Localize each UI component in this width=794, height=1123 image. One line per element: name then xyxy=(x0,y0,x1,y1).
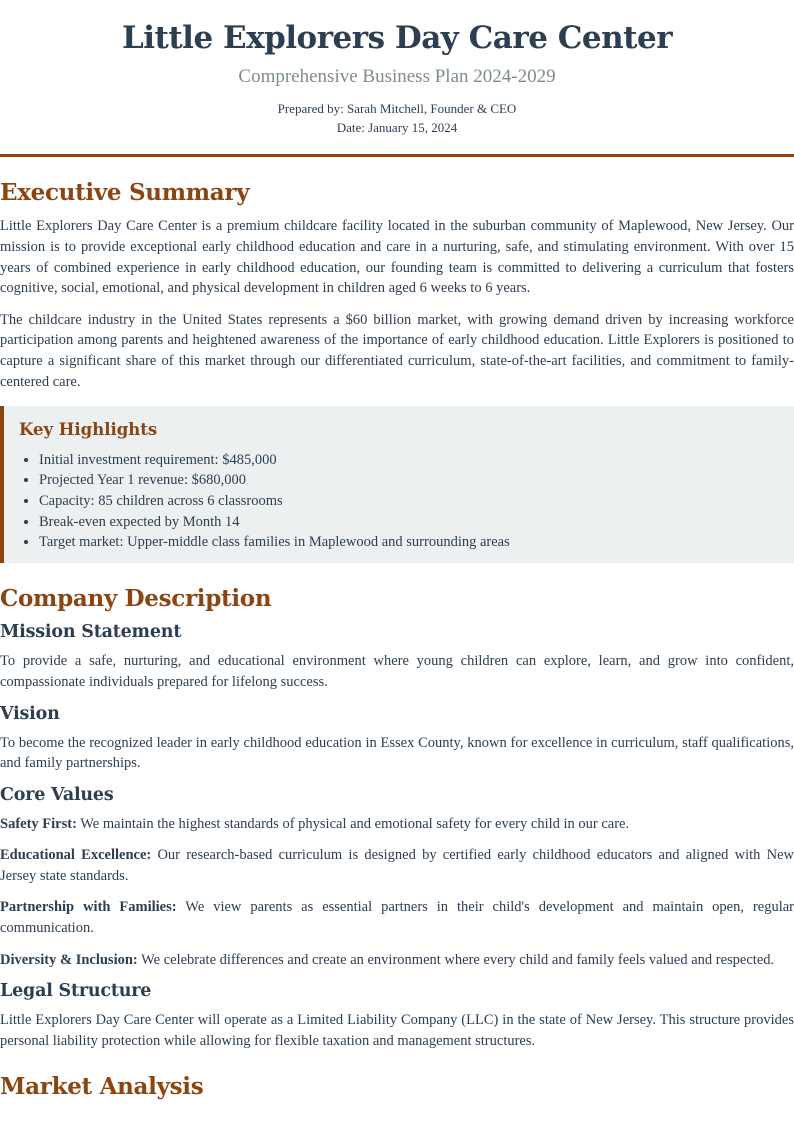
prepared-by: Prepared by: Sarah Mitchell, Founder & CEO xyxy=(277,100,517,116)
highlight-item: • Capacity: 85 children across 6 classrooms xyxy=(39,491,779,512)
document-subtitle: Comprehensive Business Plan 2024-2029 xyxy=(238,66,556,88)
legal-structure-text: Little Explorers Day Care Center will operate as a Limited Liability Company (LLC) in the state of New Jersey. This structure provides personal liability protection while allowing for flexible taxation and management structures. xyxy=(0,1012,794,1049)
core-value-label: Educational Excellence: xyxy=(0,847,152,864)
document-body xyxy=(0,179,794,1101)
highlight-item: • Projected Year 1 revenue: $680,000 xyxy=(39,470,779,491)
key-highlights-heading: Key Highlights xyxy=(19,420,158,440)
core-value-item xyxy=(0,845,794,886)
key-highlights-list xyxy=(19,450,779,553)
document-title: Little Explorers Day Care Center xyxy=(121,20,673,56)
document-header xyxy=(0,0,794,157)
document-meta xyxy=(0,99,794,138)
core-value-text: We view parents as essential partners in their child's development and maintain open, regular communication. xyxy=(0,899,794,936)
subheading-vision: Vision xyxy=(0,703,60,724)
subheading-legal-structure: Legal Structure xyxy=(0,981,152,1002)
subheading-core-values: Core Values xyxy=(0,784,114,805)
mission-text: To provide a safe, nurturing, and educational environment where young children can explore, learn, and grow into confident, compassionate individuals prepared for lifelong success. xyxy=(0,653,794,690)
core-value-text: We maintain the highest standards of physical and emotional safety for every child in our care. xyxy=(76,815,630,832)
executive-summary-paragraph: The childcare industry in the United States represents a $60 billion market, with growing demand driven by increasing workforce participation among parents and heightened awareness of the importance of early childhood education. Little Explorers is positioned to capture a significant share of this market through our differentiated curriculum, state-of-the-art facilities, and commitment to family-centered care. xyxy=(0,311,794,390)
core-value-label: Diversity & Inclusion: xyxy=(0,951,138,968)
vision-text: To become the recognized leader in early childhood education in Essex County, known for excellence in curriculum, staff qualifications, and family partnerships. xyxy=(0,734,794,772)
core-value-item xyxy=(0,814,794,835)
section-heading-company-description: Company Description xyxy=(0,584,272,612)
section-heading-executive-summary: Executive Summary xyxy=(0,178,250,206)
core-value-item xyxy=(0,897,794,938)
core-value-label: Partnership with Families: xyxy=(0,899,177,916)
core-value-text: Our research-based curriculum is designed by certified early childhood educators and aligned with New Jersey state standards. xyxy=(0,847,794,884)
core-value-label: Safety First: xyxy=(0,815,77,832)
highlight-item: • Target market: Upper-middle class families in Maplewood and surrounding areas xyxy=(39,532,779,553)
core-value-text: We celebrate differences and create an environment where every child and family feels valued and respected. xyxy=(137,951,775,968)
executive-summary-paragraph: Little Explorers Day Care Center is a premium childcare facility located in the suburban community of Maplewood, New Jersey. Our mission is to provide exceptional early childhood education and care in a nurturing, safe, and stimulating environment. With over 15 years of combined experience in early childhood education, our founding team is committed to delivering a curriculum that fosters cognitive, social, emotional, and physical development in children aged 6 weeks to 6 years. xyxy=(0,218,794,297)
highlight-item: • Break-even expected by Month 14 xyxy=(39,512,779,533)
core-value-item xyxy=(0,950,794,971)
document-date: Date: January 15, 2024 xyxy=(336,120,458,136)
market-analysis-section xyxy=(0,1073,794,1101)
subheading-mission: Mission Statement xyxy=(0,622,182,643)
key-highlights-box xyxy=(0,406,794,563)
highlight-item: • Initial investment requirement: $485,000 xyxy=(39,450,779,471)
section-heading-market-analysis: Market Analysis xyxy=(0,1073,204,1101)
executive-summary-section xyxy=(0,179,794,563)
company-description-section xyxy=(0,585,794,1052)
